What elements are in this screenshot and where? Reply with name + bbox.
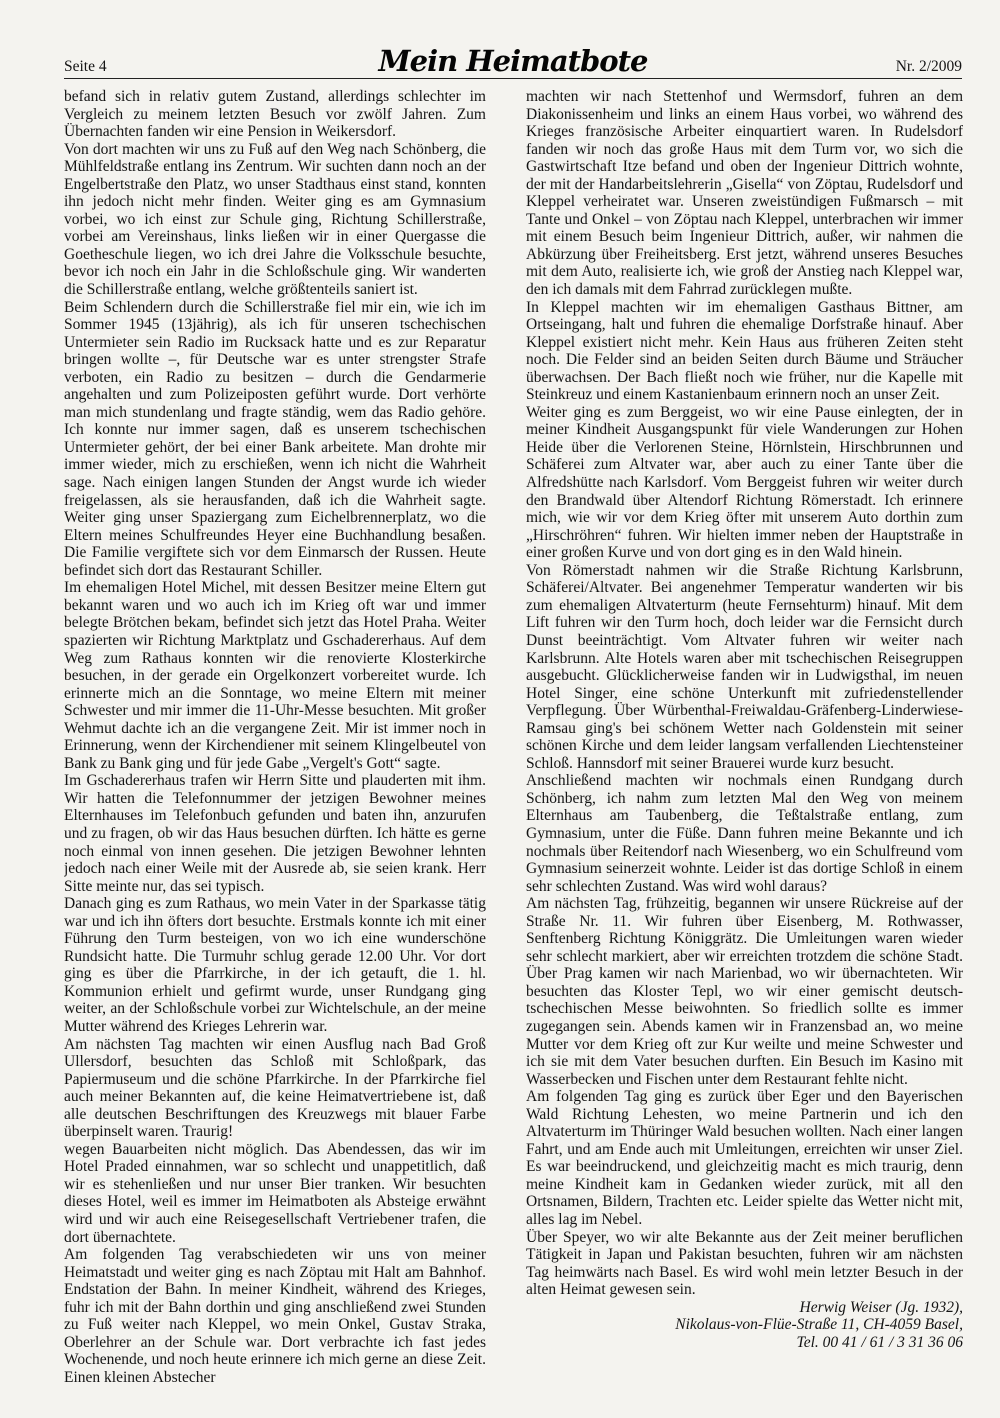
page-header (64, 44, 962, 78)
signature-address: Nikolaus-von-Flüe-Straße 11, CH-4059 Basel, (675, 1316, 963, 1334)
header-rule (64, 78, 962, 79)
paragraph: Im Gschadererhaus trafen wir Herrn Sitte und plauderten mit ihm. Wir hatten die Telefonnummer der jetzigen Bewohner meines Elternhauses im Telefonbuch gefunden und baten ihn, anzurufen und zu fragen, ob wir das Haus besuchen dürften. Ich hätte es gerne noch einmal von innen gesehen. Die jetzigen Bewohner lehnten jedoch nach einer Weile mit der Ausrede ab, sie seien krank. Herr Sitte meinte nur, das sei typisch. (64, 772, 486, 895)
paragraph: Am nächsten Tag machten wir einen Ausflug nach Bad Groß Ullersdorf, besuchten das Schloß mit Schloßpark, das Papiermuseum und die schöne Pfarrkirche. In der Pfarrkirche fiel auch meiner Bekannten auf, die keine Heimatvertriebene ist, daß alle deutschen Beschriftungen des Kreuzwegs mit blauer Farbe überpinselt waren. Traurig! (64, 1035, 486, 1141)
paragraph: befand sich in relativ gutem Zustand, allerdings schlechter im Vergleich zu meinem letzten Besuch vor zwölf Jahren. Zum Übernachten fanden wir eine Pension in Weikersdorf. (64, 88, 486, 141)
left-column (64, 88, 486, 1388)
paragraph: Am folgenden Tag ging es zurück über Eger und den Bayerischen Wald Richtung Lehesten, wo meine Partnerin und ich den Altvaterturm im Thüringer Wald besuchen wollten. Nach einer langen Fahrt, und am Ende auch mit Umleitungen, erreichten wir unser Ziel. Es war beeindruckend, und gleichzeitig macht es mich traurig, denn meine Kindheit kam in Gedanken wieder zurück, mit all den Ortsnamen, Bildern, Trachten etc. Leider spielte das Wetter nicht mit, alles lag im Nebel. (526, 1088, 963, 1228)
paragraph: Am folgenden Tag verabschiedeten wir uns von meiner Heimatstadt und weiter ging es nach Zöptau mit Halt am Bahnhof. Endstation der Bahn. In meiner Kindheit, während des Krieges, fuhr ich mit der Bahn dorthin und ging anschließend zwei Stunden zu Fuß weiter nach Kleppel, wo mein Onkel, Gustav Straka, Oberlehrer an der Schule war. Dort verbrachte ich fast jedes Wochenende, und noch heute erinnere ich mich gerne an diese Zeit. Einen kleinen Abstecher (64, 1246, 486, 1386)
paragraph: Danach ging es zum Rathaus, wo mein Vater in der Sparkasse tätig war und ich ihn öfters dort besuchte. Erstmals konnte ich mit einer Führung den Turm besteigen, von wo ich eine wunderschöne Rundsicht hatte. Die Turmuhr schlug gerade 12.00 Uhr. Vor dort ging es über die Pfarrkirche, in der ich getauft, die 1. hl. Kommunion erhielt und gefirmt wurde, unser Rundgang ging weiter, an der Schloßschule vorbei zur Wichtelschule, an der meine Mutter während des Krieges Lehrerin war. (64, 895, 486, 1035)
paragraph: In Kleppel machten wir im ehemaligen Gasthaus Bittner, am Ortseingang, halt und fuhren die ehemalige Dorfstraße hinauf. Aber Kleppel existiert nicht mehr. Kein Haus aus früheren Zeiten steht noch. Die Felder sind an beiden Seiten durch Bäume und Sträucher überwachsen. Der Bach fließt noch wie früher, nur die Kapelle mit Steinkreuz und einem Kastanienbaum erinnern noch an unser Zeit. (526, 298, 963, 404)
paragraph: Von Römerstadt nahmen wir die Straße Richtung Karlsbrunn, Schäferei/Altvater. Bei angenehmer Temperatur wanderten wir bis zum ehemaligen Altvaterturm (heute Fernsehturm) hinauf. Mit dem Lift fuhren wir den Turm hoch, doch leider war die Fernsicht durch Dunst beeinträchtigt. Vom Altvater fuhren wir weiter nach Karlsbrunn. Alte Hotels waren aber mit tschechischen Reisegruppen ausgebucht. Glücklicherweise fanden wir in Ludwigsthal, im neuen Hotel Singer, eine schöne Unterkunft mit zufriedenstellender Verpflegung. Über Würbenthal-Freiwaldau-Gräfenberg-Linderwiese-Ramsau ging's bei schönem Wetter nach Goldenstein mit seiner schönen Kirche und dem leider langsam verfallenden Liechtensteiner Schloß. Hannsdorf mit seiner Brauerei wurde kurz besucht. (526, 561, 963, 772)
paragraph: machten wir nach Stettenhof und Wermsdorf, fuhren an dem Diakonissenheim und links an einem Haus vorbei, wo während des Krieges französische Arbeiter einquartiert waren. In Rudelsdorf fanden wir noch das große Haus mit dem Turm vor, wo sich die Gastwirtschaft Itze befand und oben der Ingenieur Dittrich wohnte, der mit der Handarbeitslehrerin „Gisella“ von Zöptau, Rudelsdorf und Kleppel verheiratet war. Unseren zweistündigen Fußmarsch – mit Tante und Onkel – von Zöptau nach Kleppel, unterbrachen wir immer mit einem Besuch beim Ingenieur Dittrich, außer, wir nahmen die Abkürzung über Freiheitsberg. Erst jetzt, während unseres Besuches mit dem Auto, realisierte ich, wie groß der Anstieg nach Kleppel war, den ich damals mit dem Fahrrad zurücklegen mußte. (526, 88, 963, 299)
issue-number: Nr. 2/2009 (895, 58, 962, 75)
paragraph: Weiter ging es zum Berggeist, wo wir eine Pause einlegten, der in meiner Kindheit Ausgangspunkt für viele Wanderungen zur Hohen Heide über die Verlorenen Steine, Hörnlstein, Hirschbrunnen und Schäferei zum Altvater war, aber auch zu einer Tante über die Alfredshütte nach Karlsdorf. Vom Berggeist fuhren wir weiter durch den Brandwald über Altendorf Richtung Römerstadt. Ich erinnere mich, wie wir vor dem Krieg öfter mit unserem Auto dorthin zum „Hirschröhren“ fuhren. Wir hielten immer neben der Hauptstraße in einer großen Kurve und von dort ging es in den Wald hinein. (526, 403, 963, 562)
paragraph: Beim Schlendern durch die Schillerstraße fiel mir ein, wie ich im Sommer 1945 (13jährig), als ich für unseren tschechischen Untermieter sein Radio im Rucksack hatte und es zur Reparatur bringen wollte –, für Deutsche war es unter strengster Strafe verboten, ein Radio zu besitzen – durch die Gendarmerie angehalten und zum Polizeiposten geführt wurde. Dort verhörte man mich stundenlang und fragte ständig, wem das Radio gehöre. Ich konnte nur immer sagen, daß es unserem tschechischen Untermieter gehört, der bei einer Bank arbeitete. Man drohte mir immer wieder, mich zu erschießen, wenn ich nicht die Wahrheit sage. Nach einigen langen Stunden der Angst wurde ich wieder freigelassen, als sie herausfanden, daß ich die Wahrheit sagte. Weiter ging unser Spaziergang zum Eichelbrennerplatz, wo die Eltern meines Schulfreundes Heyer eine Buchhandlung besaßen. Die Familie vergiftete sich vor dem Einmarsch der Russen. Heute befindet sich dort das Restaurant Schiller. (64, 298, 486, 579)
right-column (526, 88, 963, 1388)
paragraph: Über Speyer, wo wir alte Bekannte aus der Zeit meiner beruflichen Tätigkeit in Japan und Pakistan besuchten, fuhren wir am nächsten Tag heimwärts nach Basel. Es wird wohl mein letzter Besuch in der alten Heimat gewesen sein. (526, 1228, 963, 1299)
paragraph: Im ehemaligen Hotel Michel, mit dessen Besitzer meine Eltern gut bekannt waren und wo auch ich im Krieg oft war und immer belegte Brötchen bekam, befindet sich jetzt das Hotel Praha. Weiter spazierten wir Richtung Marktplatz und Gschadererhaus. Auf dem Weg zum Rathaus konnten wir die renovierte Klosterkirche besuchen, in der gerade ein Orgelkonzert vorbereitet wurde. Ich erinnerte mich an die Sonntage, wo meine Eltern mit meiner Schwester und mir immer die 11-Uhr-Messe besuchten. Mit großer Wehmut dachte ich an die vergangene Zeit. Mir ist immer noch in Erinnerung, wenn der Kirchendiener mit seinem Klingelbeutel von Bank zu Bank ging und für jede Gabe „Vergelt's Gott“ sagte. (64, 579, 486, 772)
masthead-logo: Mein Heimatbote (378, 44, 648, 78)
signature (526, 1299, 963, 1352)
paragraph: Von dort machten wir uns zu Fuß auf den Weg nach Schönberg, die Mühlfeldstraße entlang ins Zentrum. Wir suchten dann noch an der Engelbertstraße den Platz, wo unser Stadthaus einst stand, konnten ihn jedoch nicht mehr finden. Weiter ging es am Gymnasium vorbei, wo ich einst zur Schule ging, Richtung Schillerstraße, vorbei am Vereinshaus, links ließen wir in einer Quergasse die Goetheschule liegen, wo ich drei Jahre die Volksschule besuchte, bevor ich noch ein Jahr in die Schloßschule ging. Wir wanderten die Schillerstraße entlang, welche größtenteils saniert ist. (64, 140, 486, 299)
signature-phone: Tel. 00 41 / 61 / 3 31 36 06 (796, 1333, 963, 1351)
paragraph: Anschließend machten wir nochmals einen Rundgang durch Schönberg, ich nahm zum letzten Mal den Weg von meinem Elternhaus am Taubenberg, die Teßtalstraße entlang, zum Gymnasium, unter die Füße. Dann fuhren meine Bekannte und ich nochmals über Reitendorf nach Wiesenberg, wo ein Schulfreund vom Gymnasium seinerzeit wohnte. Leider ist das dortige Schloß in einem sehr schlechten Zustand. Was wird wohl daraus? (526, 772, 963, 895)
paragraph: wegen Bauarbeiten nicht möglich. Das Abendessen, das wir im Hotel Praded einnahmen, war so schlecht und unappetitlich, daß wir es stehenließen und nur unser Bier tranken. Wir besuchten dieses Hotel, weil es immer im Heimatboten als Absteige erwähnt wird und wir auch eine Reisegesellschaft Vertriebener trafen, die dort übernachtete. (64, 1140, 486, 1246)
paragraph: Am nächsten Tag, frühzeitig, begannen wir unsere Rückreise auf der Straße Nr. 11. Wir fuhren über Eisenberg, M. Rothwasser, Senftenberg Richtung Königgrätz. Die Umleitungen waren wieder sehr schlecht markiert, aber wir erreichten trotzdem die schöne Stadt. Über Prag kamen wir nach Marienbad, wo wir übernachteten. Wir besuchten das Kloster Tepl, wo wir einer gemischt deutsch-tschechischen Messe beiwohnten. So friedlich sollte es immer zugegangen sein. Abends kamen wir in Franzensbad an, wo meine Mutter vor dem Krieg oft zur Kur weilte und meine Schwester und ich sie mit dem Vater besuchen durften. Ein Besuch im Kasino mit Wasserbecken und Fischen unter dem Restaurant fehlte nicht. (526, 895, 963, 1088)
page-number: Seite 4 (64, 58, 107, 75)
signature-author: Herwig Weiser (Jg. 1932), (799, 1298, 963, 1316)
